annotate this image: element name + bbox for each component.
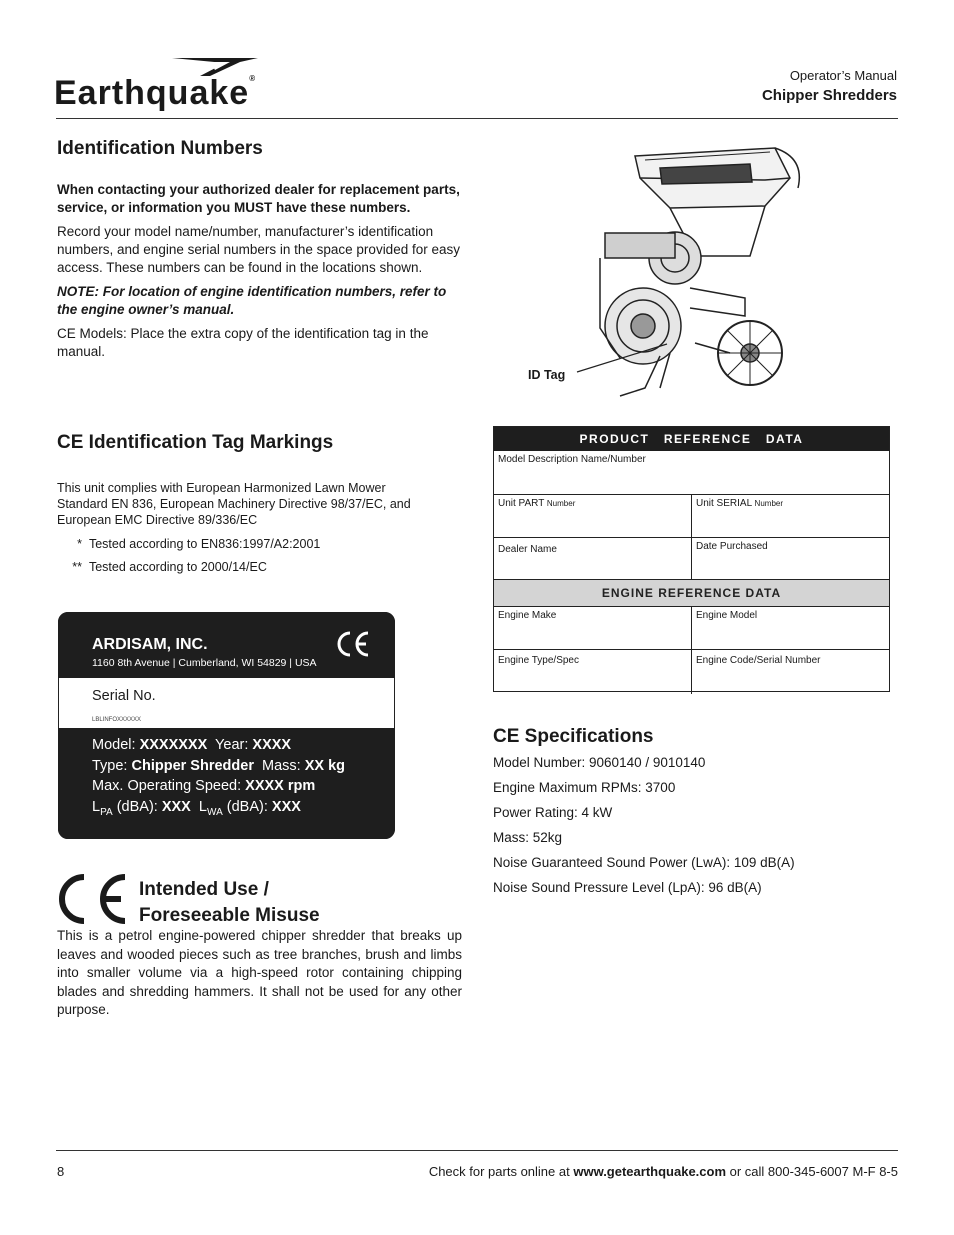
tag-lpa-unit: (dBA):	[112, 798, 162, 815]
unit-part-label: Unit PART	[498, 498, 547, 509]
date-purchased-field[interactable]: Date Purchased	[691, 538, 889, 579]
model-description-field[interactable]: Model Description Name/Number	[498, 454, 646, 465]
tag-lpa-symbol: L	[92, 798, 101, 815]
tag-lwa-unit: (dBA):	[222, 798, 272, 815]
ce-spec-line: Model Number: 9060140 / 9010140	[493, 755, 706, 770]
unit-part-suffix: Number	[546, 499, 576, 508]
unit-serial-field[interactable]	[691, 495, 889, 537]
tag-serial-label: Serial No.	[92, 688, 156, 704]
ce-markings-title: CE Identification Tag Markings	[57, 432, 334, 453]
ce-spec-line: Engine Maximum RPMs: 3700	[493, 780, 676, 795]
ce-markings-body: This unit complies with European Harmonized Lawn Mower Standard EN 836, European Machinery Directive 98/37/EC, and European EMC Directive 89/336/EC	[57, 481, 411, 527]
tag-label-code: LBLINFOXXXXXX	[92, 717, 142, 723]
tag-lwa-value: XXX	[271, 798, 301, 815]
ce-spec-line: Power Rating: 4 kW	[493, 805, 613, 820]
tag-lwa-symbol: L	[198, 798, 207, 815]
table-row	[494, 537, 889, 579]
tag-model-label: Model:	[92, 737, 140, 753]
product-table-header: PRODUCT REFERENCE DATA	[494, 427, 889, 451]
engine-table-header: ENGINE REFERENCE DATA	[494, 579, 889, 607]
tag-noise-line	[92, 797, 345, 823]
id-tag-info-panel	[58, 728, 395, 839]
unit-serial-label: Unit SERIAL	[696, 498, 755, 509]
tag-type-label: Type:	[92, 757, 132, 774]
tag-type-value: Chipper Shredder	[131, 757, 254, 774]
ce-note-2	[62, 559, 267, 575]
intended-use-body: This is a petrol engine-powered chipper shredder that breaks up leaves and wooded pieces such as tree branches, brush and limbs into smaller volume via a high-speed rotor containing chipping blades and shredding hammers. It shall not be used for any other purpose.	[57, 928, 462, 1017]
ce-specs-title: CE Specifications	[493, 726, 654, 747]
ce-spec-line: Noise Sound Pressure Level (LpA): 96 dB(A)	[493, 880, 762, 895]
id-tag-label: ID Tag	[528, 368, 566, 382]
ce-note-1-mark: *	[77, 537, 82, 551]
header-info	[762, 68, 897, 104]
identification-note: NOTE: For location of engine identification numbers, refer to the engine owner’s manual.	[57, 284, 447, 317]
id-tag-company-panel	[58, 612, 395, 678]
ce-mark-icon	[336, 630, 372, 658]
tag-company-address: 1160 8th Avenue | Cumberland, WI 54829 | USA	[92, 657, 317, 669]
intended-use-title-line2: Foreseeable Misuse	[139, 905, 320, 926]
brand-name: Earthquake	[54, 74, 250, 112]
tag-mass-label: Mass:	[253, 757, 305, 774]
identification-title: Identification Numbers	[57, 138, 263, 159]
ce-specifications	[493, 726, 893, 900]
tag-lpa-value: XXX	[161, 798, 191, 815]
identification-section	[57, 181, 462, 367]
footer-text-prefix: Check for parts online at	[428, 1164, 574, 1179]
ce-mark-large-icon	[57, 873, 129, 925]
tag-model-line	[92, 735, 345, 756]
tag-year-value: XXXX	[252, 737, 292, 753]
table-row	[494, 649, 889, 694]
tag-type-line	[92, 756, 345, 777]
brand-logo[interactable]: Earthquake®	[54, 74, 257, 112]
table-row	[494, 494, 889, 537]
ce-note-2-mark: **	[72, 560, 82, 574]
intended-use-title	[139, 877, 320, 929]
tag-speed-value: XXXX rpm	[245, 778, 316, 794]
tag-company-name: ARDISAM, INC.	[92, 636, 208, 653]
tag-mass-value: XX kg	[304, 757, 346, 774]
engine-code-field[interactable]: Engine Code/Serial Number	[691, 650, 889, 694]
ce-note-2-text: Tested according to 2000/14/EC	[88, 560, 267, 574]
header-divider	[56, 118, 898, 119]
footer-text-suffix: or call 800-345-6007 M-F 8-5	[726, 1164, 898, 1179]
product-reference-table	[493, 426, 890, 692]
engine-make-field[interactable]: Engine Make	[498, 610, 557, 621]
footer-website-link[interactable]: www.getearthquake.com	[573, 1164, 727, 1179]
footer-contact	[429, 1164, 898, 1179]
unit-part-field[interactable]	[494, 495, 691, 537]
engine-type-field[interactable]: Engine Type/Spec	[498, 655, 579, 666]
ce-spec-line: Mass: 52kg	[493, 830, 563, 845]
table-row	[494, 451, 889, 494]
identification-ce-models: CE Models: Place the extra copy of the identification tag in the manual.	[57, 326, 429, 359]
tag-lwa-sub: WA	[207, 806, 223, 818]
identification-intro: When contacting your authorized dealer for replacement parts, service, or information you MUST have these numbers.	[57, 182, 460, 215]
tag-speed-line	[92, 776, 345, 797]
manual-label: Operator’s Manual	[789, 68, 897, 83]
product-label: Chipper Shredders	[761, 87, 897, 104]
unit-serial-suffix: Number	[754, 499, 783, 508]
tag-model-value: XXXXXXX	[139, 737, 208, 753]
tag-speed-label: Max. Operating Speed:	[92, 778, 246, 794]
page-number: 8	[57, 1164, 65, 1179]
ce-spec-line: Noise Guaranteed Sound Power (LwA): 109 dB(A)	[493, 855, 795, 870]
engine-model-field[interactable]: Engine Model	[691, 607, 889, 649]
footer-divider	[56, 1150, 898, 1151]
ce-note-1	[62, 536, 320, 552]
intended-use-title-line1: Intended Use /	[139, 879, 269, 900]
table-row	[494, 607, 889, 649]
tag-lpa-sub: PA	[100, 806, 113, 818]
tag-year-label: Year:	[207, 737, 253, 753]
dealer-name-field[interactable]: Dealer Name	[498, 544, 557, 555]
identification-record: Record your model name/number, manufacturer’s identification numbers, and engine serial numbers in the space provided for easy access. These numbers can be found in the locations shown.	[57, 224, 460, 275]
ce-note-1-text: Tested according to EN836:1997/A2:2001	[88, 537, 321, 551]
id-tag-pointer	[575, 338, 670, 378]
